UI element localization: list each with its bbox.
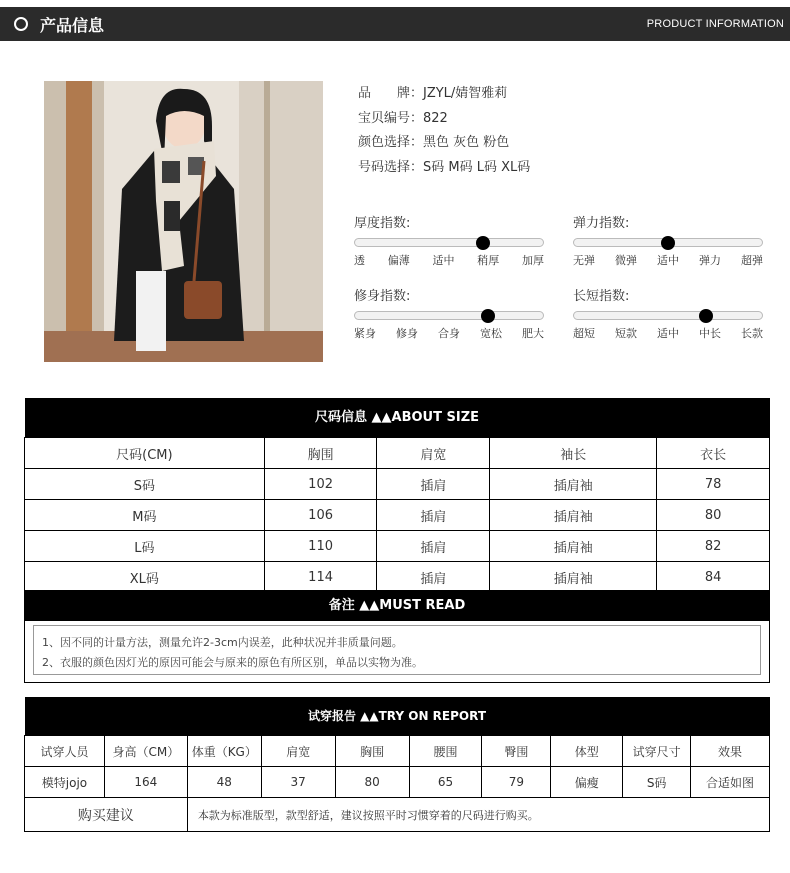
thickness-scale <box>354 212 544 268</box>
scale-tick: 修身 <box>396 327 418 340</box>
table-row <box>25 469 770 500</box>
table-cell: 插肩袖 <box>490 469 657 500</box>
advice-row <box>25 798 770 832</box>
scale-tick: 微弹 <box>615 254 637 267</box>
scale-tick: 肥大 <box>522 327 544 340</box>
scale-track <box>573 311 763 320</box>
table-cell: 插肩 <box>377 562 490 593</box>
table-cell: 80 <box>657 500 770 531</box>
elasticity-scale <box>573 212 763 268</box>
scale-tick: 稍厚 <box>477 254 500 267</box>
scale-tick: 紧身 <box>354 327 376 340</box>
table-cell: 插肩袖 <box>490 500 657 531</box>
product-info <box>358 82 530 180</box>
notes-box <box>33 625 761 675</box>
notes-title: 备注 ▲▲MUST READ <box>25 590 769 621</box>
table-cell: 114 <box>264 562 377 593</box>
try-on-title: 试穿报告 ▲▲TRY ON REPORT <box>25 697 770 736</box>
table-cell: S码 <box>25 469 265 500</box>
table-header: 肩宽 <box>261 736 335 767</box>
table-header: 试穿人员 <box>25 736 105 767</box>
scale-tick: 超短 <box>573 327 595 340</box>
table-cell: 48 <box>187 767 261 798</box>
scale-indicator <box>699 309 713 323</box>
table-cell: M码 <box>25 500 265 531</box>
size-table <box>24 398 770 593</box>
fit-scale <box>354 285 544 341</box>
scale-tick: 适中 <box>432 254 455 267</box>
scale-tick: 短款 <box>615 327 637 340</box>
table-cell: 模特jojo <box>25 767 105 798</box>
table-cell: 插肩袖 <box>490 531 657 562</box>
table-cell: L码 <box>25 531 265 562</box>
table-row <box>25 531 770 562</box>
section-subtitle: PRODUCT INFORMATION <box>646 18 784 30</box>
scale-tick: 中长 <box>699 327 721 340</box>
table-cell: 102 <box>264 469 377 500</box>
scale-tick: 弹力 <box>699 254 721 267</box>
advice-label: 购买建议 <box>25 798 188 832</box>
table-cell: 78 <box>657 469 770 500</box>
scale-indicator <box>661 236 675 250</box>
table-header: 袖长 <box>490 438 657 469</box>
table-cell: 37 <box>261 767 335 798</box>
notes-section <box>24 590 770 683</box>
scale-indicator <box>476 236 490 250</box>
circle-icon <box>14 17 28 31</box>
note-line: 2、衣服的颜色因灯光的原因可能会与原来的原色有所区别，单品以实物为准。 <box>42 656 423 669</box>
table-cell: 插肩 <box>377 531 490 562</box>
table-cell: 79 <box>482 767 551 798</box>
table-cell: 合适如图 <box>691 767 770 798</box>
table-cell: S码 <box>623 767 691 798</box>
scale-tick: 偏薄 <box>387 254 410 267</box>
table-cell: 80 <box>335 767 409 798</box>
table-header: 衣长 <box>657 438 770 469</box>
scale-track <box>354 238 544 247</box>
scale-label: 弹力指数: <box>573 216 630 231</box>
table-row <box>25 562 770 593</box>
table-cell: 插肩 <box>377 469 490 500</box>
table-header: 试穿尺寸 <box>623 736 691 767</box>
table-header: 胸围 <box>264 438 377 469</box>
table-cell: 插肩 <box>377 500 490 531</box>
scale-track <box>354 311 544 320</box>
product-photo <box>44 81 323 362</box>
table-header: 体型 <box>551 736 623 767</box>
table-header: 体重（KG） <box>187 736 261 767</box>
table-header: 肩宽 <box>377 438 490 469</box>
scale-tick: 合身 <box>438 327 460 340</box>
size-table-title: 尺码信息 ▲▲ABOUT SIZE <box>25 398 770 438</box>
table-cell: 106 <box>264 500 377 531</box>
scale-tick: 宽松 <box>480 327 502 340</box>
color-row: 颜色选择：黑色 灰色 粉色 <box>358 135 510 150</box>
table-cell: 65 <box>409 767 482 798</box>
note-line: 1、因不同的计量方法，测量允许2-3cm内误差，此种状况并非质量问题。 <box>42 636 403 649</box>
table-cell: XL码 <box>25 562 265 593</box>
scale-tick: 加厚 <box>522 254 544 267</box>
scale-tick: 无弹 <box>573 254 595 267</box>
table-header: 尺码(CM) <box>25 438 265 469</box>
table-header: 臀围 <box>482 736 551 767</box>
scale-tick: 长款 <box>741 327 763 340</box>
table-cell: 110 <box>264 531 377 562</box>
scale-label: 长短指数: <box>573 289 630 304</box>
scale-label: 厚度指数: <box>354 216 411 231</box>
table-row <box>25 767 770 798</box>
scale-tick: 适中 <box>657 327 679 340</box>
table-cell: 84 <box>657 562 770 593</box>
advice-text: 本款为标准版型，款型舒适，建议按照平时习惯穿着的尺码进行购买。 <box>187 798 769 832</box>
table-cell: 插肩袖 <box>490 562 657 593</box>
scale-tick: 透 <box>354 254 365 267</box>
table-cell: 偏瘦 <box>551 767 623 798</box>
try-on-table <box>24 697 770 832</box>
table-header: 腰围 <box>409 736 482 767</box>
section-header <box>0 7 790 41</box>
table-cell: 164 <box>104 767 187 798</box>
table-header: 胸围 <box>335 736 409 767</box>
brand-row: 品 牌：JZYL/婧智雅莉 <box>358 86 508 101</box>
scale-indicator <box>481 309 495 323</box>
scale-tick: 适中 <box>657 254 679 267</box>
table-header: 效果 <box>691 736 770 767</box>
scale-track <box>573 238 763 247</box>
item-number-row: 宝贝编号：822 <box>358 110 448 126</box>
section-title: 产品信息 <box>40 16 105 35</box>
length-scale <box>573 285 763 341</box>
size-row: 号码选择：S码 M码 L码 XL码 <box>358 159 531 175</box>
scale-tick: 超弹 <box>741 254 763 267</box>
scale-label: 修身指数: <box>354 289 411 304</box>
table-row <box>25 500 770 531</box>
table-cell: 82 <box>657 531 770 562</box>
table-header: 身高（CM） <box>104 736 187 767</box>
